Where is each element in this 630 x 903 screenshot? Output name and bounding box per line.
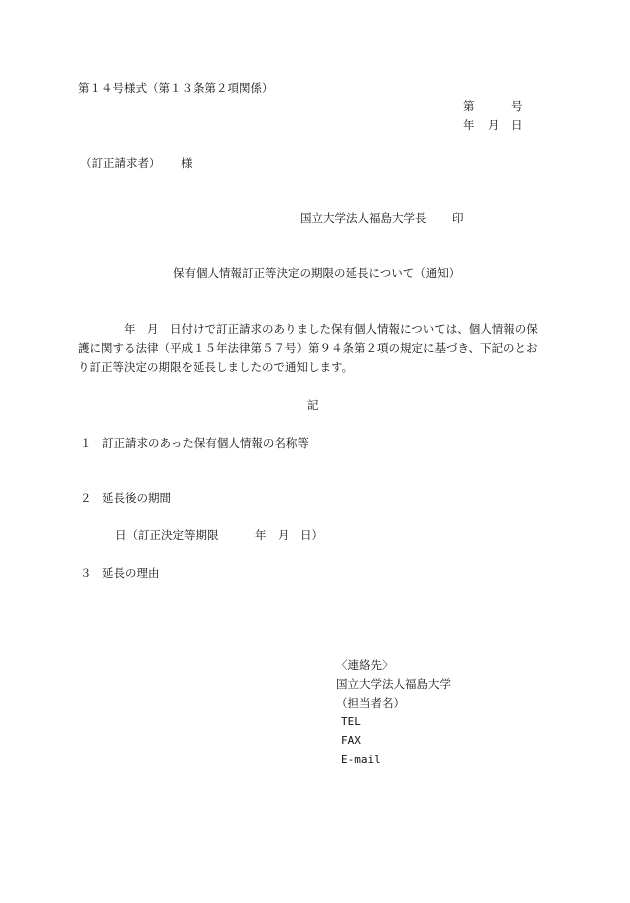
item-2-detail-month: 月: [278, 528, 290, 542]
sender-title: 国立大学法人福島大学長: [300, 211, 427, 225]
contact-person: （担当者名）: [336, 696, 405, 710]
contact-heading: 〈連絡先〉: [336, 658, 394, 672]
item-2-detail-year: 年: [255, 528, 267, 542]
item-1-label: 訂正請求のあった保有個人情報の名称等: [102, 436, 309, 450]
body-line-2: 護に関する法律（平成１５年法律第５７号）第９４条第２項の規定に基づき、下記のとお: [78, 341, 538, 355]
body-line-1: 年 月 日付けで訂正請求のありました保有個人情報については、個人情報の保: [124, 322, 538, 336]
item-3-number: ３: [80, 566, 92, 580]
item-1-number: １: [80, 436, 92, 450]
ki-heading: 記: [307, 398, 319, 412]
item-2-number: ２: [80, 491, 92, 505]
contact-email: E-mail: [341, 753, 381, 766]
item-2-detail-days: 日（訂正決定等期限: [115, 528, 219, 542]
contact-organization: 国立大学法人福島大学: [336, 677, 451, 691]
item-2-detail-day: 日）: [300, 528, 323, 542]
date-month: 月: [488, 118, 500, 132]
date-day: 日: [511, 118, 523, 132]
doc-number-prefix: 第: [463, 99, 475, 113]
body-line-3: り訂正等決定の期限を延長しましたので通知します。: [78, 360, 354, 374]
doc-number-suffix: 号: [511, 99, 523, 113]
contact-fax: FAX: [341, 734, 361, 747]
item-2-label: 延長後の期間: [102, 491, 171, 505]
document-title: 保有個人情報訂正等決定の期限の延長について（通知）: [173, 266, 461, 280]
date-year: 年: [463, 118, 475, 132]
addressee-honorific: 様: [181, 156, 193, 170]
form-number: 第１４号様式（第１３条第２項関係）: [78, 81, 274, 95]
item-3-label: 延長の理由: [102, 566, 160, 580]
contact-tel: TEL: [341, 715, 361, 728]
seal-mark: 印: [452, 211, 464, 225]
addressee-name: （訂正請求者）: [80, 156, 161, 170]
